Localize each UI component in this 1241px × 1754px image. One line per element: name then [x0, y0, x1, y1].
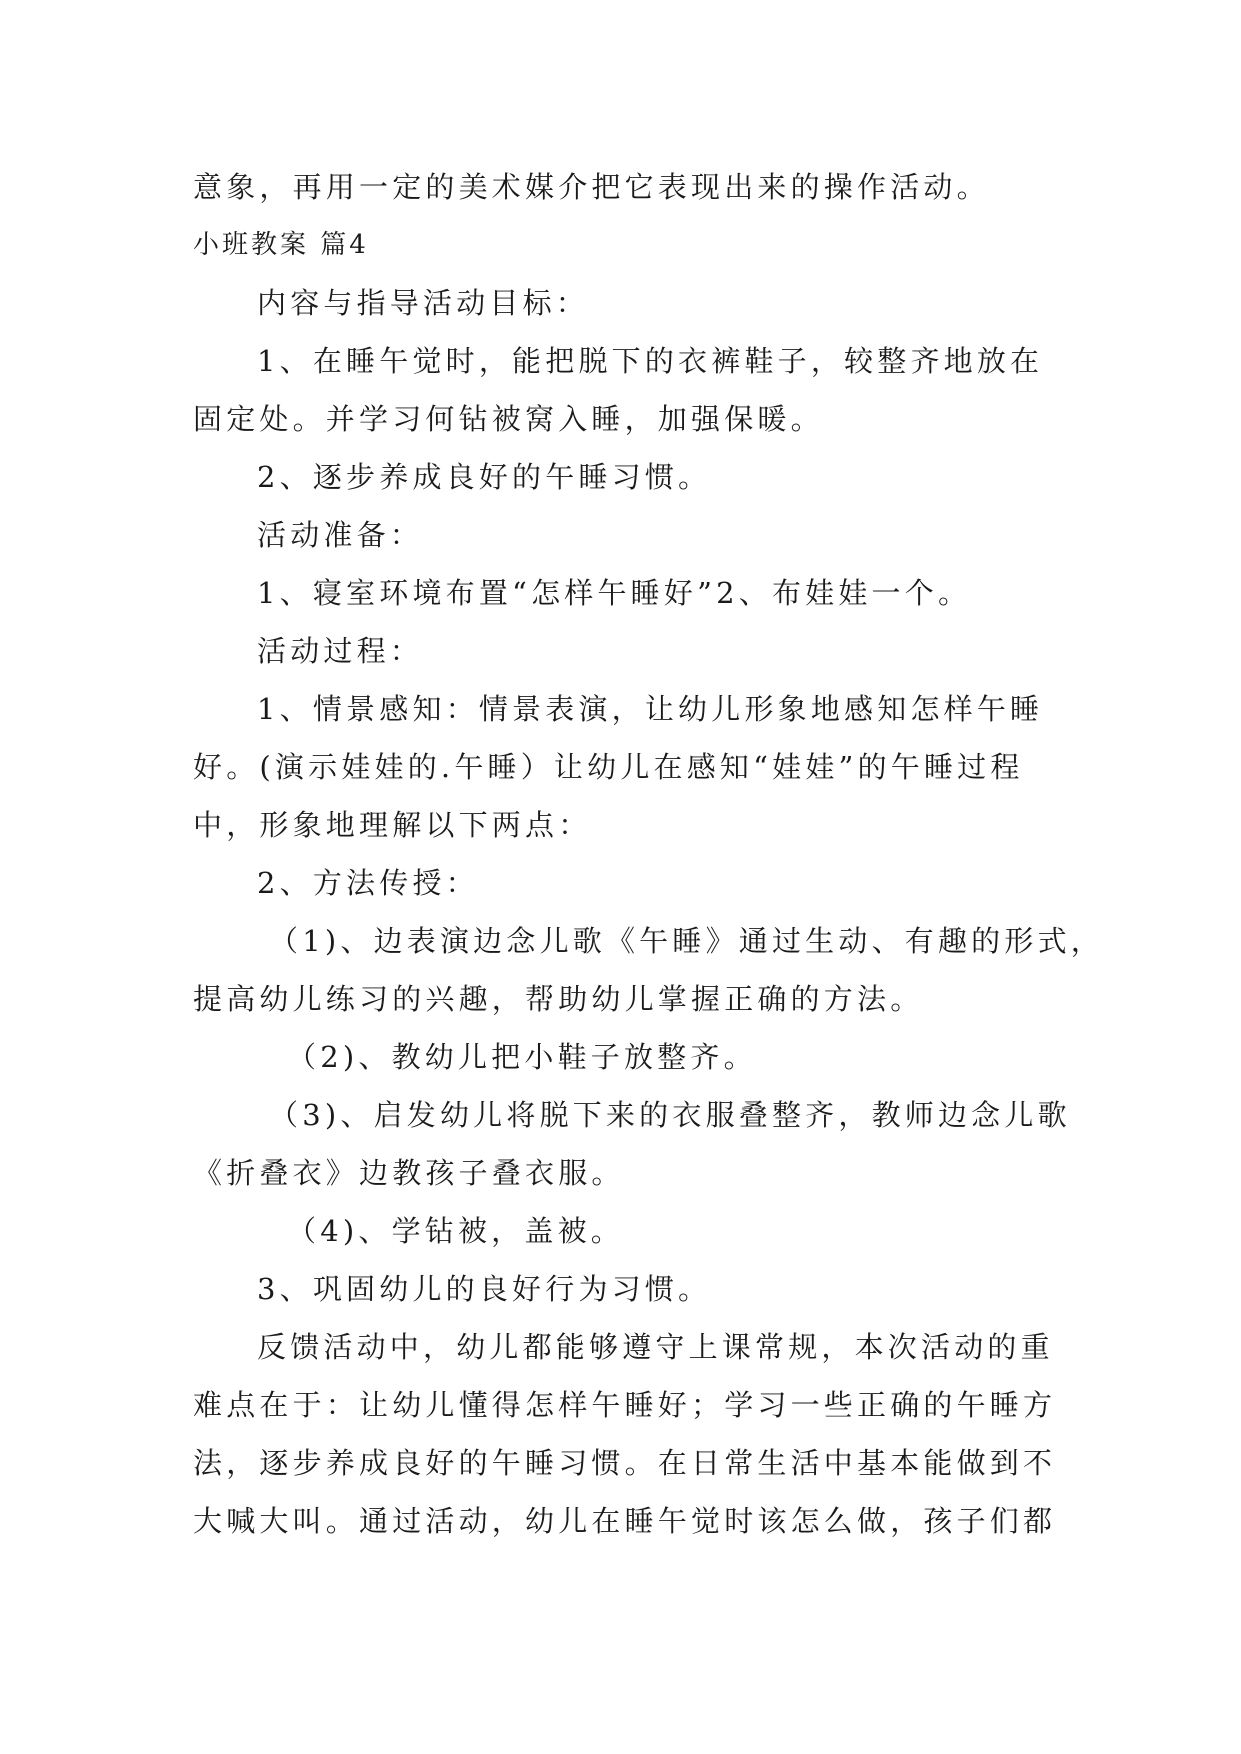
paragraph-line: 提高幼儿练习的兴趣，帮助幼儿掌握正确的方法。: [193, 982, 924, 1016]
paragraph-line: 大喊大叫。通过活动，幼儿在睡午觉时该怎么做，孩子们都: [193, 1504, 1057, 1538]
paragraph-line: 意象，再用一定的美术媒介把它表现出来的操作活动。: [193, 170, 990, 204]
paragraph-line: 2、方法传授：: [257, 866, 479, 900]
paragraph-line: 法，逐步养成良好的午睡习惯。在日常生活中基本能做到不: [193, 1446, 1057, 1480]
paragraph-line: 反馈活动中，幼儿都能够遵守上课常规，本次活动的重: [257, 1330, 1054, 1364]
paragraph-line: （2)、教幼儿把小鞋子放整齐。: [287, 1040, 757, 1074]
paragraph-line: （1)、边表演边念儿歌《午睡》通过生动、有趣的形式，: [269, 924, 1104, 958]
paragraph-line: 《折叠衣》边教孩子叠衣服。: [193, 1156, 625, 1190]
paragraph-line: （3)、启发幼儿将脱下来的衣服叠整齐，教师边念儿歌: [269, 1098, 1071, 1132]
paragraph-line: 1、寝室环境布置“怎样午睡好”2、布娃娃一个。: [257, 576, 972, 610]
paragraph-line: 2、逐步养成良好的午睡习惯。: [257, 460, 712, 494]
paragraph-line: 1、在睡午觉时，能把脱下的衣裤鞋子，较整齐地放在: [257, 344, 1044, 378]
section-heading: 小班教案 篇4: [193, 230, 369, 260]
paragraph-line: 1、情景感知：情景表演，让幼儿形象地感知怎样午睡: [257, 692, 1044, 726]
paragraph-line: 活动准备：: [257, 518, 424, 552]
paragraph-line: 活动过程：: [257, 634, 424, 668]
paragraph-line: 好。(演示娃娃的.午睡）让幼儿在感知“娃娃”的午睡过程: [193, 750, 1024, 784]
paragraph-line: 难点在于：让幼儿懂得怎样午睡好；学习一些正确的午睡方: [193, 1388, 1057, 1422]
paragraph-line: 中，形象地理解以下两点：: [193, 808, 592, 842]
paragraph-line: 3、巩固幼儿的良好行为习惯。: [257, 1272, 712, 1306]
paragraph-line: 固定处。并学习何钻被窝入睡，加强保暖。: [193, 402, 824, 436]
paragraph-line: 内容与指导活动目标：: [257, 286, 590, 320]
paragraph-line: （4)、学钻被，盖被。: [287, 1214, 624, 1248]
